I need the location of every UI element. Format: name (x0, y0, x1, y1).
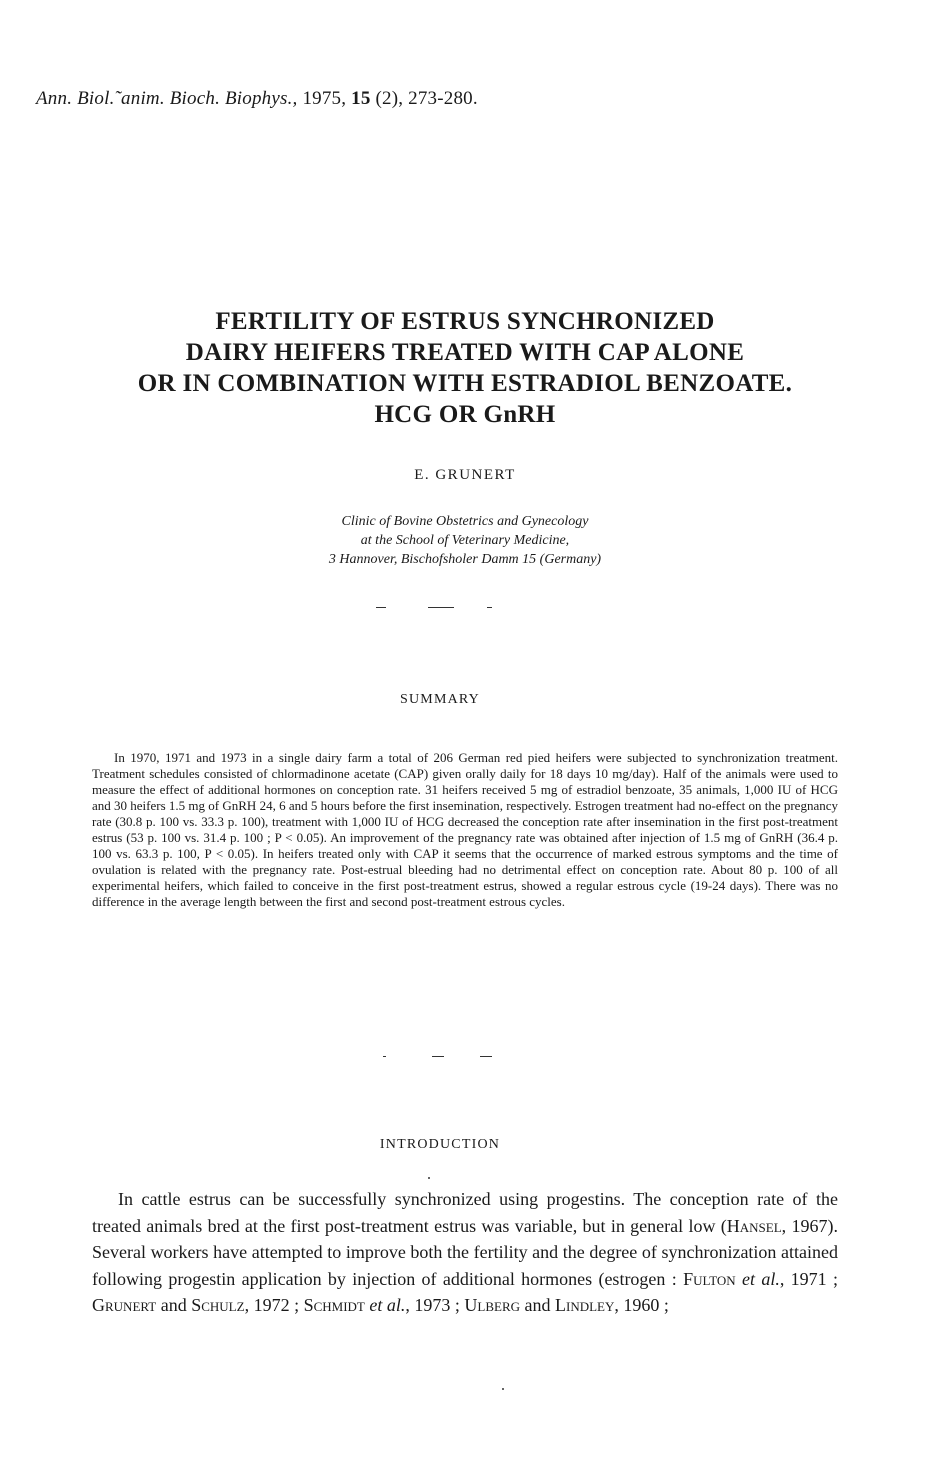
text-segment: , 1972 ; (244, 1295, 304, 1315)
title-line: DAIRY HEIFERS TREATED WITH CAP ALONE (185, 339, 745, 366)
journal-year: 1975, (302, 88, 347, 109)
citation-author: Ulberg (464, 1295, 521, 1315)
text-segment: and (520, 1295, 556, 1315)
title-line: HCG OR GnRH (374, 401, 556, 428)
text-segment: In cattle estrus can be successfully synchronized using progestins. The conception rate of the treated animals bred at the first post-treatment estrus was variable, but in general low ( (92, 1189, 838, 1236)
citation-author: Fulton (683, 1268, 736, 1289)
separator-dash (376, 607, 386, 608)
author-affiliation (0, 512, 930, 569)
separator-dash (432, 1056, 444, 1057)
citation-author: Hansel (726, 1215, 782, 1236)
title-line: OR IN COMBINATION WITH ESTRADIOL BENZOATE. (137, 370, 793, 397)
journal-reference (36, 88, 478, 110)
separator-dash (487, 607, 492, 608)
citation-author: Grunert (92, 1295, 157, 1315)
citation-author: Lindley (555, 1295, 615, 1315)
separator-dash (383, 1056, 386, 1057)
separator-dash (428, 607, 454, 608)
citation-author: Schmidt (303, 1295, 365, 1315)
journal-name: Ann. Biol.˜anim. Bioch. Biophys., (36, 88, 298, 109)
text-segment: , 1960 ; (614, 1295, 669, 1315)
affiliation-line: Clinic of Bovine Obstetrics and Gynecology (341, 514, 589, 529)
journal-volume: 15 (351, 88, 371, 109)
text-segment: , 1973 ; (405, 1295, 465, 1315)
journal-issue-pages: (2), 273-280. (375, 88, 478, 109)
stray-mark (502, 1388, 504, 1390)
introduction-text (92, 1186, 838, 1319)
stray-mark (428, 1177, 430, 1179)
separator-dash (480, 1056, 492, 1057)
summary-text: In 1970, 1971 and 1973 in a single dairy farm a total of 206 German red pied heifers were subjected to synchronization treatment. Treatment schedules consisted of chlormadinone acetate (CAP) given orally daily for 18 days 10 mg/day). Half of the animals were used to measure the effect of additional hormones on conception rate. 31 heifers received 5 mg of estradiol benzoate, 35 animals, 1,000 IU of HCG and 30 heifers 1.5 mg of GnRH 24, 6 and 5 hours before the first insemination, respectively. Estrogen treatment had no-effect on the pregnancy rate (30.8 p. 100 vs. 33.3 p. 100), treatment with 1,000 IU of HCG decreased the conception rate after insemination in the first post-treatment estrus (53 p. 100 vs. 31.4 p. 100 ; P < 0.05). An improvement of the pregnancy rate was obtained after injection of 1.5 mg of GnRH (36.4 p. 100 vs. 63.3 p. 100, P < 0.05). In heifers treated only with CAP it seems that the occurrence of marked estrous symptoms and the time of ovulation is related with the pregnancy rate. Post-estrual bleeding had no detrimental effect on conception rate. About 80 p. 100 of all experimental heifers, which failed to conceive in the first post-treatment estrus, showed a regular estrous cycle (19-24 days). There was no difference in the average length between the first and second post-treatment estrous cycles. (92, 750, 838, 909)
text-segment: , 1971 ; (779, 1268, 838, 1289)
summary-heading: SUMMARY (400, 692, 480, 707)
et-al: et al. (742, 1268, 780, 1289)
introduction-heading: INTRODUCTION (379, 1137, 501, 1152)
citation-author: Schulz (191, 1295, 245, 1315)
text-segment: , 1967). Several workers have attempted to improve both the fertility and the degree of synchronization attained following progestin application by injection of additional hormones (estrogen : (92, 1215, 838, 1289)
text-segment: and (156, 1295, 192, 1315)
affiliation-line: at the School of Veterinary Medicine, (360, 533, 570, 548)
et-al: et al. (369, 1295, 406, 1315)
title-line: FERTILITY OF ESTRUS SYNCHRONIZED (215, 308, 715, 335)
author-name: E. GRUNERT (414, 467, 516, 483)
paper-title (40, 306, 890, 430)
affiliation-line: 3 Hannover, Bischofsholer Damm 15 (Germany) (328, 552, 602, 567)
